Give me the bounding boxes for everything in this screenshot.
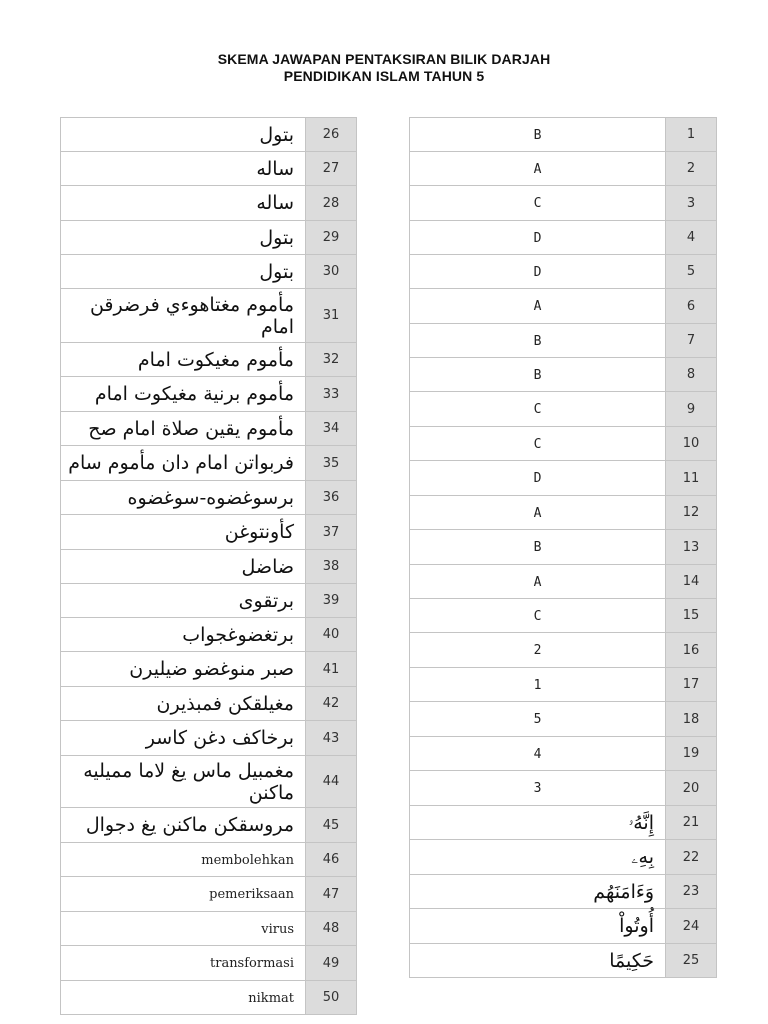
answer-text: مغيلقكن فمبذيرن [156, 692, 294, 715]
answer-text: 3 [533, 781, 542, 796]
question-number: 3 [666, 186, 717, 221]
question-number: 41 [306, 652, 357, 687]
answer-cell [61, 152, 306, 186]
question-number: 29 [306, 221, 357, 255]
answer-row [410, 118, 717, 152]
question-number: 48 [306, 912, 357, 946]
answer-cell [410, 221, 666, 255]
answer-cell [61, 481, 306, 515]
answer-row [61, 515, 357, 550]
answer-table-right [409, 117, 717, 978]
answer-row [410, 909, 717, 944]
question-number: 36 [306, 481, 357, 515]
question-number: 33 [306, 377, 357, 412]
answer-text: A [533, 505, 542, 521]
answer-row [61, 877, 357, 912]
answer-cell [61, 808, 306, 843]
page-subtitle: PENDIDIKAN ISLAM TAHUN 5 [283, 68, 485, 84]
question-number: 32 [306, 343, 357, 377]
answer-cell [410, 875, 666, 909]
answer-row [61, 843, 357, 877]
question-number: 12 [666, 496, 717, 530]
answer-row [410, 840, 717, 875]
answer-row [61, 377, 357, 412]
answer-text: أُوتُواْ [619, 915, 654, 937]
answer-text: A [533, 161, 542, 177]
answer-cell [410, 530, 666, 565]
answer-text: بتول [259, 226, 294, 249]
answer-text: إِنَّهُۥ [628, 811, 654, 834]
answer-text: مأموم يقين صلاة امام صح [88, 417, 294, 440]
answer-cell [410, 944, 666, 978]
answer-cell [61, 118, 306, 152]
answer-row [61, 721, 357, 756]
answer-row [410, 152, 717, 186]
question-number: 19 [666, 737, 717, 771]
question-number: 10 [666, 427, 717, 461]
answer-text: بِهِۦ [631, 846, 654, 868]
answer-row [61, 756, 357, 808]
answer-row [61, 808, 357, 843]
answer-cell [410, 599, 666, 633]
question-number: 44 [306, 756, 357, 808]
answer-text: membolehkan [201, 852, 294, 868]
question-number: 20 [666, 771, 717, 806]
answer-cell [61, 946, 306, 981]
answer-text: برتغضوغجواب [182, 623, 294, 646]
answer-cell [410, 152, 666, 186]
answer-cell [61, 721, 306, 756]
answer-text: ضاضل [241, 555, 294, 578]
answer-cell [61, 343, 306, 377]
answer-cell [410, 771, 666, 806]
question-number: 13 [666, 530, 717, 565]
answer-row [410, 702, 717, 737]
answer-row [61, 652, 357, 687]
answer-row [410, 806, 717, 840]
answer-text: virus [261, 921, 294, 937]
answer-text: مروسقكن ماكنن يغ دجوال [85, 814, 294, 836]
answer-row [410, 875, 717, 909]
answer-text: مأموم مغيكوت امام [137, 348, 294, 371]
question-number: 50 [306, 981, 357, 1015]
question-number: 23 [666, 875, 717, 909]
answer-row [410, 668, 717, 702]
answer-cell [410, 427, 666, 461]
answer-text: A [533, 574, 542, 590]
question-number: 6 [666, 289, 717, 324]
answer-row [410, 944, 717, 978]
question-number: 4 [666, 221, 717, 255]
answer-text: برسوغضوه-سوغضوه [127, 486, 294, 509]
answer-cell [410, 668, 666, 702]
answer-row [410, 496, 717, 530]
answer-text: transformasi [210, 956, 294, 971]
answer-row [410, 599, 717, 633]
answer-cell [61, 412, 306, 446]
question-number: 46 [306, 843, 357, 877]
question-number: 15 [666, 599, 717, 633]
answer-text: ساله [256, 192, 294, 214]
answer-row [61, 186, 357, 221]
answer-cell [410, 840, 666, 875]
question-number: 2 [666, 152, 717, 186]
question-number: 28 [306, 186, 357, 221]
answer-row [61, 618, 357, 652]
answer-cell [410, 255, 666, 289]
answer-text: بتول [259, 260, 294, 283]
answer-text: 4 [533, 746, 542, 762]
answer-row [61, 584, 357, 618]
answer-text: B [533, 127, 542, 143]
answer-text: C [533, 196, 542, 211]
answer-row [61, 152, 357, 186]
answer-cell [410, 806, 666, 840]
answer-cell [410, 633, 666, 668]
answer-row [61, 981, 357, 1015]
answer-text: مغمبيل ماس يغ لاما مميليه ماكنن [83, 759, 294, 804]
answer-cell [61, 981, 306, 1015]
answer-cell [410, 118, 666, 152]
answer-text: مأموم مغتاهوءي فرضرقن امام [89, 293, 294, 338]
answer-row [410, 633, 717, 668]
answer-text: B [533, 367, 542, 383]
answer-text: C [533, 608, 542, 624]
answer-row [410, 392, 717, 427]
answer-cell [410, 461, 666, 496]
answer-cell [61, 377, 306, 412]
answer-cell [61, 687, 306, 721]
answer-text: حَكِيمًا [609, 949, 654, 972]
answer-text: 2 [533, 643, 542, 658]
answer-text: pemeriksaan [209, 887, 294, 902]
question-number: 49 [306, 946, 357, 981]
answer-text: B [533, 333, 542, 349]
question-number: 14 [666, 565, 717, 599]
answer-cell [410, 392, 666, 427]
answer-row [61, 412, 357, 446]
answer-text: فربواتن امام دان مأموم سام [68, 452, 294, 474]
answer-cell [61, 584, 306, 618]
answer-row [61, 550, 357, 584]
answer-row [61, 687, 357, 721]
answer-cell [61, 446, 306, 481]
answer-text: كأونتوغن [224, 521, 294, 543]
answer-row [61, 118, 357, 152]
question-number: 27 [306, 152, 357, 186]
answer-cell [61, 515, 306, 550]
answer-row [410, 737, 717, 771]
answer-text: 1 [533, 677, 542, 693]
answer-row [410, 186, 717, 221]
answer-row [410, 427, 717, 461]
answer-cell [61, 843, 306, 877]
answer-row [410, 358, 717, 392]
question-number: 39 [306, 584, 357, 618]
question-number: 9 [666, 392, 717, 427]
answer-row [410, 565, 717, 599]
answer-cell [61, 652, 306, 687]
question-number: 35 [306, 446, 357, 481]
answer-row [61, 343, 357, 377]
answer-text: nikmat [248, 990, 294, 1006]
question-number: 25 [666, 944, 717, 978]
answer-cell [410, 702, 666, 737]
answer-row [410, 221, 717, 255]
answer-text: برخاكف دغن كاسر [145, 727, 294, 749]
question-number: 22 [666, 840, 717, 875]
answer-cell [61, 289, 306, 343]
answer-row [410, 461, 717, 496]
answer-text: A [533, 299, 542, 314]
answer-cell [61, 912, 306, 946]
question-number: 40 [306, 618, 357, 652]
page-title: SKEMA JAWAPAN PENTAKSIRAN BILIK DARJAH [217, 51, 551, 67]
answer-text: B [533, 540, 542, 555]
answer-cell [61, 186, 306, 221]
answer-text: C [533, 402, 542, 417]
answer-text: D [533, 471, 542, 486]
answer-row [61, 255, 357, 289]
answer-cell [61, 221, 306, 255]
answer-row [410, 324, 717, 358]
answer-text: C [533, 436, 542, 452]
question-number: 43 [306, 721, 357, 756]
answer-text: بتول [259, 123, 294, 146]
answer-row [61, 289, 357, 343]
answer-row [410, 289, 717, 324]
answer-table-left [60, 117, 357, 1015]
answer-cell [410, 909, 666, 944]
question-number: 26 [306, 118, 357, 152]
question-number: 38 [306, 550, 357, 584]
question-number: 37 [306, 515, 357, 550]
answer-text: 5 [533, 712, 542, 727]
answer-cell [410, 289, 666, 324]
answer-cell [61, 255, 306, 289]
question-number: 30 [306, 255, 357, 289]
answer-row [410, 771, 717, 806]
answer-row [61, 481, 357, 515]
question-number: 21 [666, 806, 717, 840]
answer-row [61, 946, 357, 981]
answer-row [61, 912, 357, 946]
question-number: 31 [306, 289, 357, 343]
question-number: 24 [666, 909, 717, 944]
question-number: 17 [666, 668, 717, 702]
answer-cell [61, 550, 306, 584]
answer-cell [410, 565, 666, 599]
question-number: 7 [666, 324, 717, 358]
question-number: 42 [306, 687, 357, 721]
answer-text: ساله [256, 157, 294, 180]
answer-row [410, 530, 717, 565]
answer-cell [410, 737, 666, 771]
question-number: 5 [666, 255, 717, 289]
answer-cell [410, 186, 666, 221]
question-number: 34 [306, 412, 357, 446]
answer-cell [61, 756, 306, 808]
answer-text: D [533, 264, 542, 280]
answer-text: مأموم برنية مغيكوت امام [94, 383, 294, 405]
answer-row [410, 255, 717, 289]
question-number: 16 [666, 633, 717, 668]
answer-text: وَءَامَنَهُم [593, 880, 654, 903]
answer-cell [410, 496, 666, 530]
answer-text: D [533, 230, 542, 246]
answer-text: صبر منوغضو ضيليرن [129, 658, 294, 680]
question-number: 8 [666, 358, 717, 392]
answer-cell [410, 358, 666, 392]
question-number: 11 [666, 461, 717, 496]
answer-row [61, 221, 357, 255]
answer-text: برتقوى [238, 589, 294, 612]
answer-cell [61, 618, 306, 652]
question-number: 47 [306, 877, 357, 912]
question-number: 45 [306, 808, 357, 843]
question-number: 18 [666, 702, 717, 737]
answer-cell [61, 877, 306, 912]
answer-cell [410, 324, 666, 358]
answer-row [61, 446, 357, 481]
question-number: 1 [666, 118, 717, 152]
